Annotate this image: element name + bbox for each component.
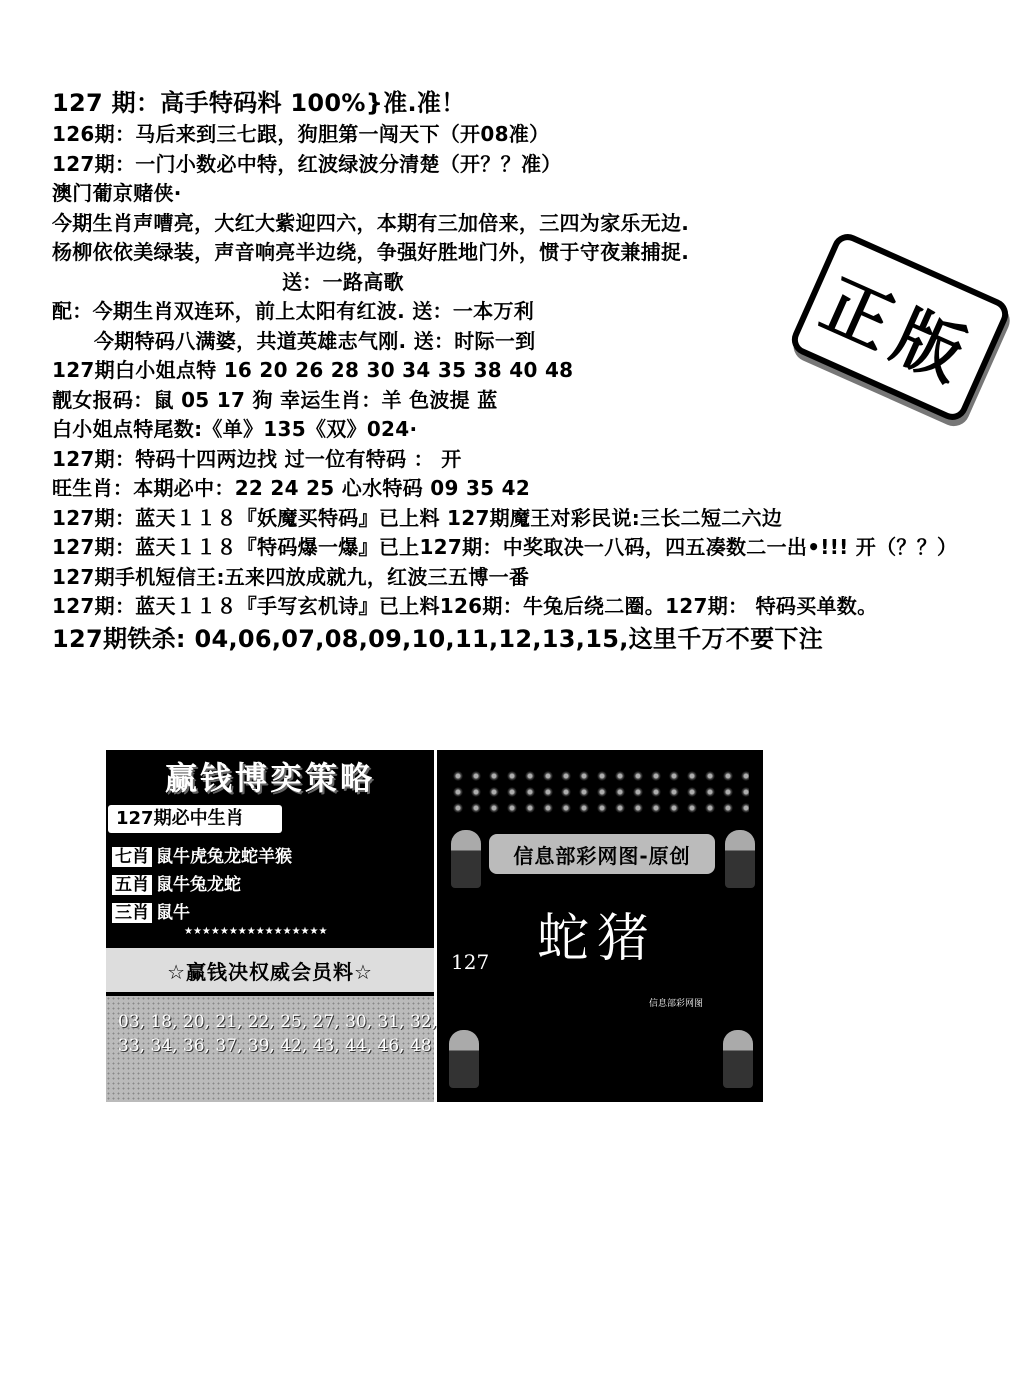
sms-king-line: 127期手机短信王:五来四放成就九，红波三五博一番 [52,564,530,589]
zodiac-row-text: 鼠牛虎兔龙蛇羊猴 [156,847,292,867]
hot-zodiac-line: 旺生肖：本期必中：22 24 25 心水特码 09 35 42 [52,476,531,500]
lucky-zodiac-line: 靓女报码：鼠 05 17 狗 幸运生肖：羊 色波提 蓝 [52,387,498,412]
bluesky-line-3: 127期：蓝天１１８『手写玄机诗』已上料126期：牛兔后绕二圈。127期： 特码买单数。 [52,594,878,618]
portrait-image [449,1030,479,1088]
number-row: 33, 34, 36, 37, 39, 42, 43, 44, 46, 48 [118,1036,432,1056]
section-title-macau: 澳门葡京赌侠· [52,181,182,205]
left-panel-note: ★★★★★★★★★★★★★★★★ [184,926,328,937]
headline: 127 期：高手特码料 100%}准.准！ [52,89,466,117]
number-grid [106,996,437,1102]
right-panel-heading: 信息部彩网图-原创 [489,834,715,874]
right-panel-footer: 信息部彩网图 [649,999,704,1009]
zodiac-row-text: 鼠牛 [156,903,190,923]
bluesky-line-2: 127期：蓝天１１８『特码爆一爆』已上127期：中奖取决一八码，四五凑数二一出•!!! 开（？？） [52,535,958,559]
poem-line-2: 杨柳依依美绿装，声音响亮半边绕，争强好胜地门外，惯于守夜兼捕捉. [52,240,690,264]
portrait-image [723,1030,753,1088]
pair-line-2: 今期特码八满婆，共道英雄志气刚. 送：时际一到 [94,328,536,353]
flower-border-decoration [449,768,749,816]
right-image-panel [437,750,763,1102]
zodiac-row-text: 鼠牛兔龙蛇 [156,875,241,895]
pair-line-1: 配：今期生肖双连环，前上太阳有红波. 送：一本万利 [52,299,535,323]
zodiac-row-3 [112,898,190,923]
left-panel-title: 赢钱博奕策略 [164,759,375,797]
white-lady-points: 127期白小姐点特 16 20 26 28 30 34 35 38 40 48 [52,358,574,382]
zodiac-row-tag: 三肖 [112,903,152,923]
zodiac-pick: 蛇猪 [537,909,658,969]
tail-number-line: 白小姐点特尾数:《单》135《双》024· [52,417,418,441]
stamp-text: 正版 [810,263,986,401]
portrait-image [725,830,755,888]
iron-kill-line: 127期铁杀: 04,06,07,08,09,10,11,12,13,15,这里千万不要下注 [52,624,824,653]
portrait-image [451,830,481,888]
zodiac-row-7 [112,842,292,867]
member-banner: ☆赢钱决权威会员料☆ [106,948,434,992]
special-code-line: 127期：特码十四两边找 过一位有特码 ： 开 [52,446,462,471]
issue-number: 127 [451,950,490,974]
text-line-127-small: 127期：一门小数必中特，红波绿波分清楚（开？？准） [52,151,562,176]
zodiac-row-tag: 五肖 [112,875,152,895]
number-row: 03, 18, 20, 21, 22, 25, 27, 30, 31, 32, [118,1012,437,1032]
bluesky-line-1: 127期：蓝天１１８『妖魔买特码』已上料 127期魔王对彩民说:三长二短二六边 [52,505,783,530]
gift-line: 送：一路高歌 [282,269,404,294]
left-panel-subtitle: 127期必中生肖 [108,805,282,833]
zodiac-row-tag: 七肖 [112,847,152,867]
zodiac-row-5 [112,870,241,895]
poem-line-1: 今期生肖声嘈亮，大红大紫迎四六，本期有三加倍来，三四为家乐无边. [52,210,690,235]
left-image-panel [106,750,437,1102]
text-line-126: 126期：马后来到三七跟，狗胆第一闯天下（开08准） [52,122,550,146]
text-lines [52,86,958,656]
